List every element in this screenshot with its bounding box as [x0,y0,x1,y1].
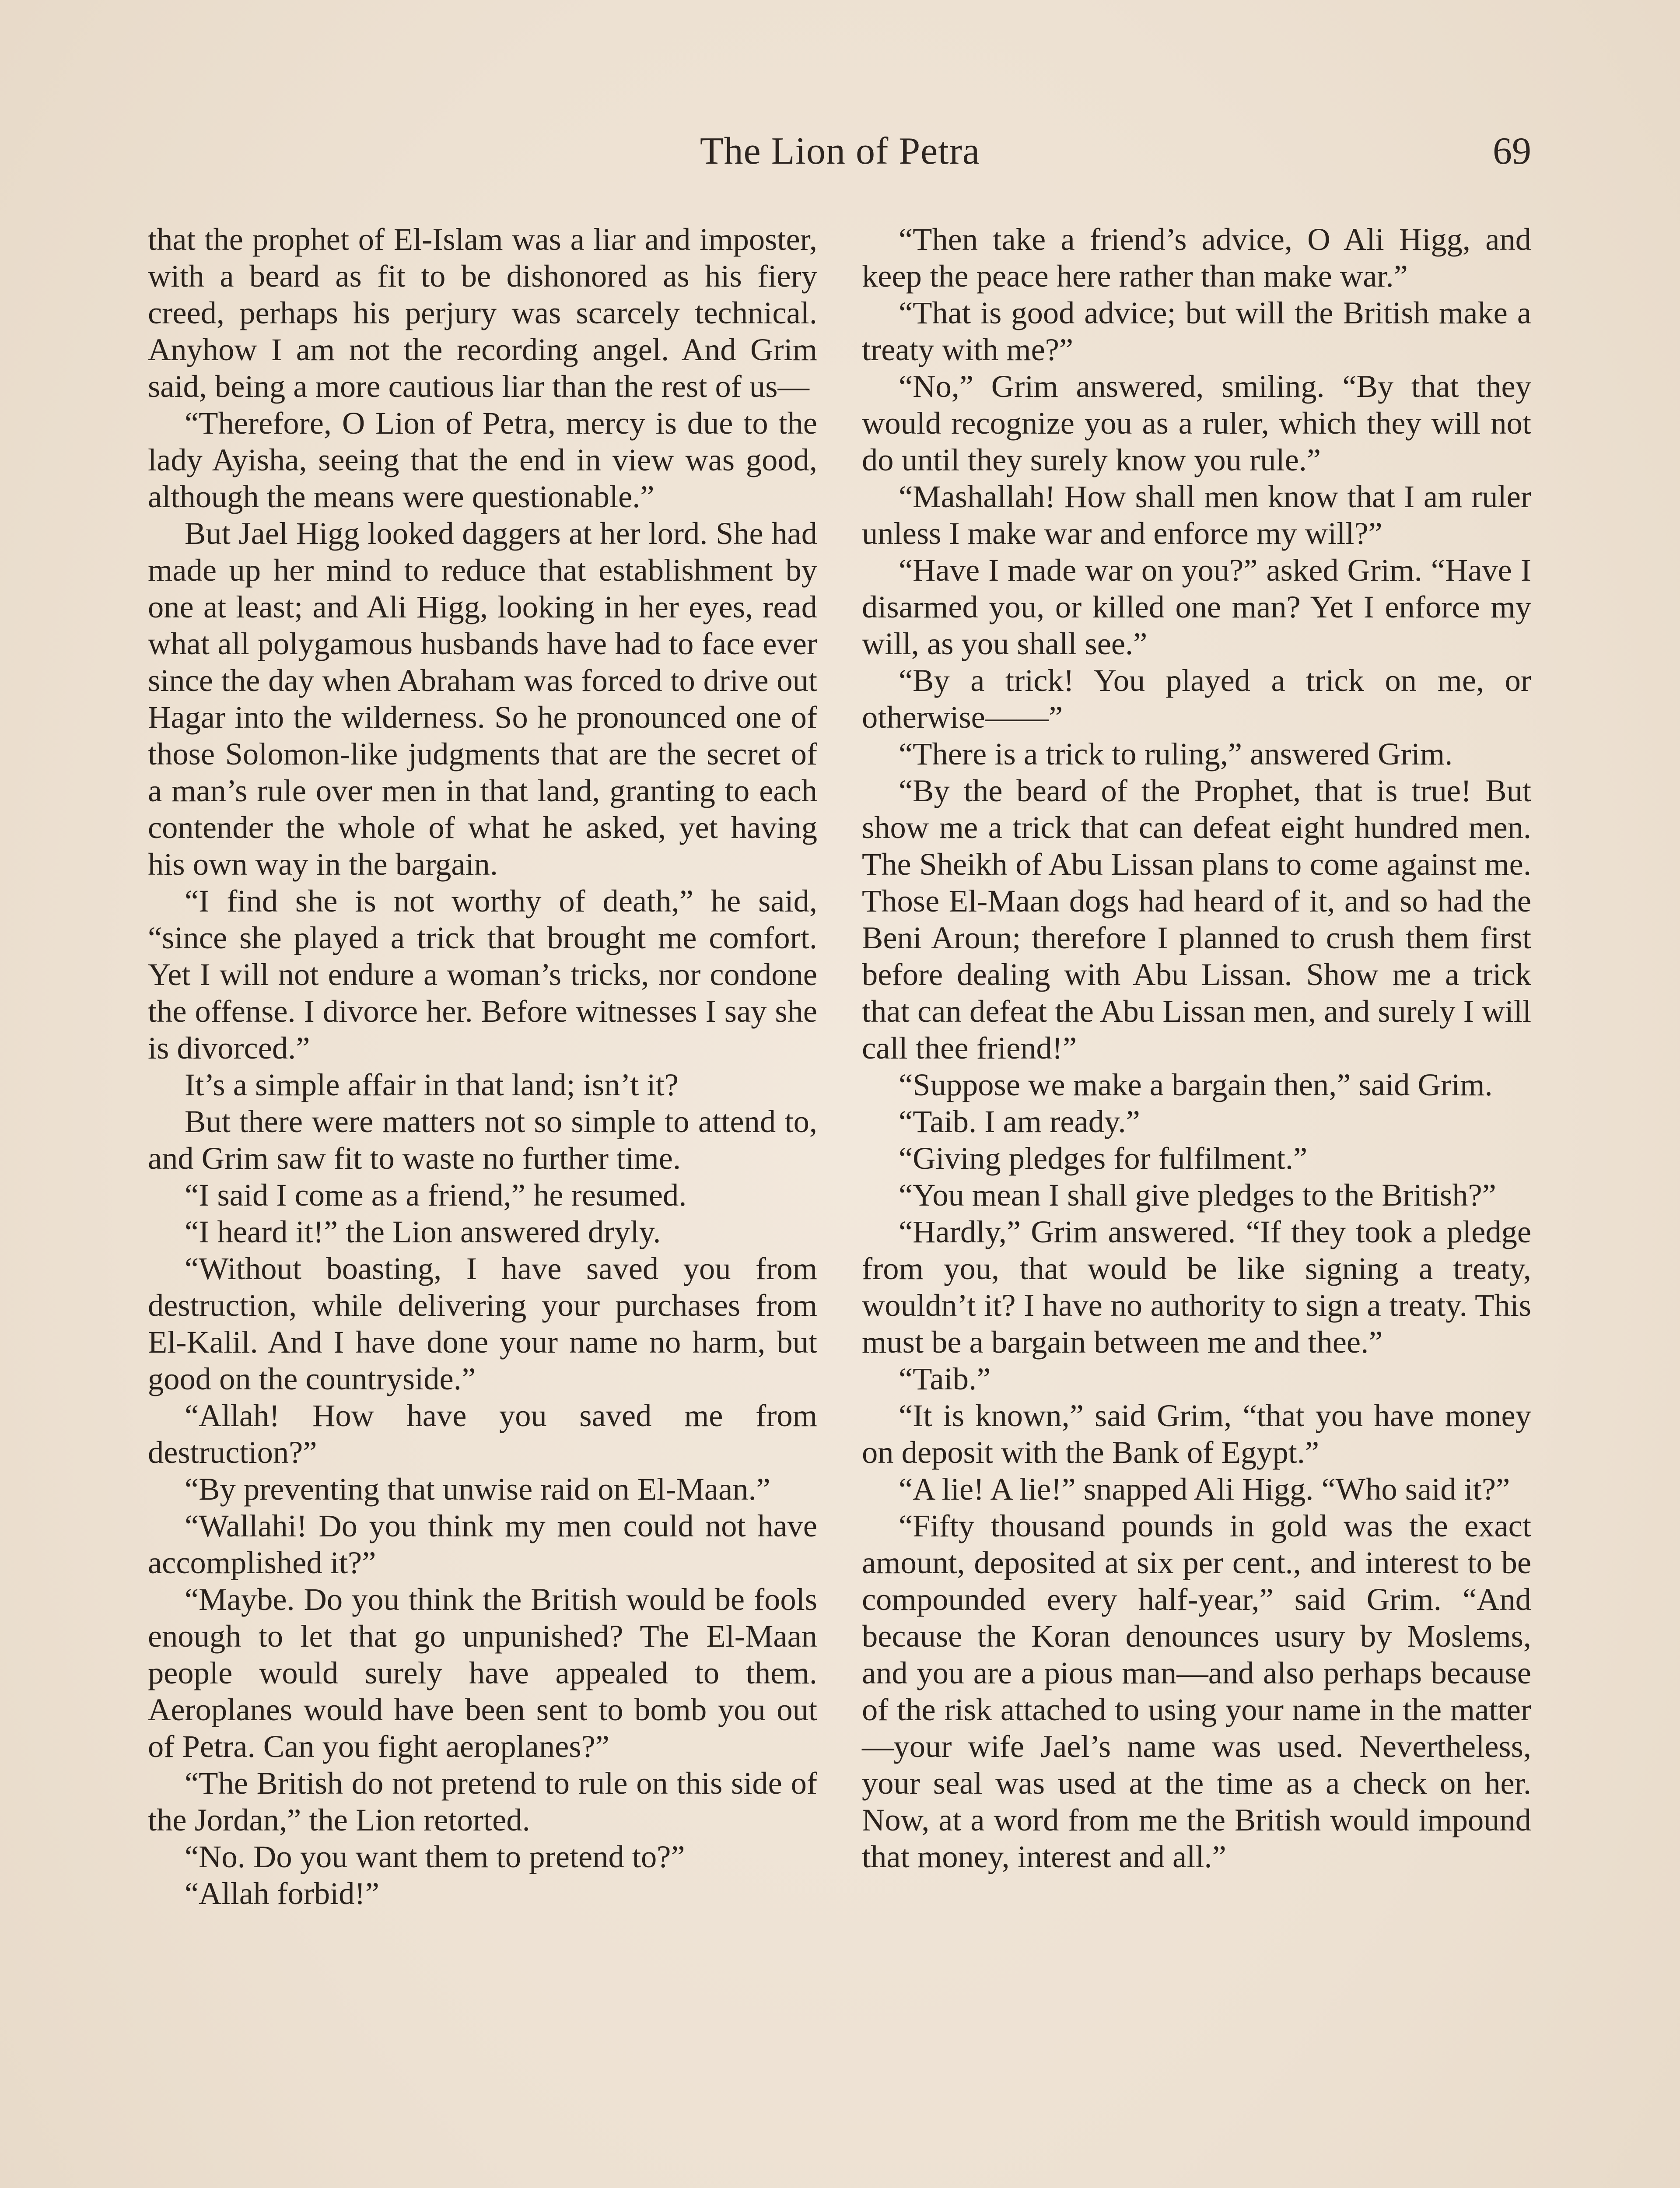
paragraph: that the prophet of El-Islam was a liar and imposter, with a beard as fit to be dishonored as his fiery creed, perhaps his perjury was scarcely technical. Anyhow I am not the recording angel. And Grim said, being a more cautious liar than the rest of us— [148,221,817,404]
paragraph: “Hardly,” Grim answered. “If they took a pledge from you, that would be like signing a treaty, wouldn’t it? I have no authority to sign a treaty. This must be a bargain between me and thee.” [862,1214,1531,1360]
paragraph: “No,” Grim answered, smiling. “By that they would recognize you as a ruler, which they will not do until they surely know you rule.” [862,368,1531,477]
paragraph: “Taib.” [899,1361,991,1396]
paragraph: “A lie! A lie!” snapped Ali Higg. “Who said it?” [899,1471,1510,1507]
paragraph: “I find she is not worthy of death,” he said, “since she played a trick that brought me comfort. Yet I will not endure a woman’s tricks, nor condone the offense. I divorce her. Before witnesses I say she is divorced.” [148,883,817,1066]
paragraph: “By preventing that unwise raid on El-Maan.” [185,1471,770,1507]
running-head-title: The Lion of Petra [700,130,980,172]
paragraph: “There is a trick to ruling,” answered Grim. [899,736,1453,771]
paragraph: “Giving pledges for fulfilment.” [899,1140,1308,1176]
left-text-column [148,221,817,1912]
right-text-column [862,221,1531,1875]
paragraph: It’s a simple affair in that land; isn’t it? [185,1067,679,1102]
paragraph: “Then take a friend’s advice, O Ali Higg, and keep the peace here rather than make war.” [862,221,1531,294]
paragraph: “Suppose we make a bargain then,” said Grim. [899,1067,1493,1102]
paragraph: “Allah! How have you saved me from destruction?” [148,1398,817,1470]
paragraph: “You mean I shall give pledges to the British?” [899,1177,1496,1213]
paragraph: “It is known,” said Grim, “that you have money on deposit with the Bank of Egypt.” [862,1398,1531,1470]
paragraph: “I heard it!” the Lion answered dryly. [185,1214,661,1249]
paragraph: “No. Do you want them to pretend to?” [185,1839,685,1874]
paragraph: “Taib. I am ready.” [899,1104,1140,1139]
paragraph: “Have I made war on you?” asked Grim. “Have I disarmed you, or killed one man? Yet I enforce my will, as you shall see.” [862,552,1531,661]
paragraph: “Maybe. Do you think the British would be fools enough to let that go unpunished? The El-Maan people would surely have appealed to them. Aeroplanes would have been sent to bomb you out of Petra. Can you fight aeroplanes?” [148,1581,817,1764]
paragraph: “That is good advice; but will the British make a treaty with me?” [862,295,1531,367]
paragraph: “Wallahi! Do you think my men could not have accomplished it?” [148,1508,817,1580]
paragraph: “Therefore, O Lion of Petra, mercy is due to the lady Ayisha, seeing that the end in view was good, although the means were questionable.” [148,405,817,514]
paragraph: “Allah forbid!” [185,1876,379,1911]
paragraph: “Mashallah! How shall men know that I am ruler unless I make war and enforce my will?” [862,479,1531,551]
paragraph: “Without boasting, I have saved you from destruction, while delivering your purchases from El-Kalil. And I have done your name no harm, but good on the countryside.” [148,1251,817,1396]
paragraph: “By a trick! You played a trick on me, or otherwise——” [862,663,1531,735]
paragraph: But Jael Higg looked daggers at her lord. She had made up her mind to reduce that establishment by one at least; and Ali Higg, looking in her eyes, read what all polygamous husbands have had to face ever since the day when Abraham was forced to drive out Hagar into the wilderness. So he pronounced one of those Solomon-like judgments that are the secret of a man’s rule over men in that land, granting to each contender the whole of what he asked, yet having his own way in the bargain. [148,515,817,882]
paragraph: “The British do not pretend to rule on this side of the Jordan,” the Lion retorted. [148,1765,817,1837]
paragraph: “Fifty thousand pounds in gold was the exact amount, deposited at six per cent., and interest to be compounded every half-year,” said Grim. “And because the Koran denounces usury by Moslems, and you are a pious man—and also perhaps because of the risk attached to using your name in the matter—your wife Jael’s name was used. Nevertheless, your seal was used at the time as a check on her. Now, at a word from me the British would impound that money, interest and all.” [862,1508,1531,1874]
page-number: 69 [1493,130,1531,172]
paragraph: But there were matters not so simple to attend to, and Grim saw fit to waste no further time. [148,1104,817,1176]
paragraph: “By the beard of the Prophet, that is true! But show me a trick that can defeat eight hundred men. The Sheikh of Abu Lissan plans to come against me. Those El-Maan dogs had heard of it, and so had the Beni Aroun; therefore I planned to crush them first before dealing with Abu Lissan. Show me a trick that can defeat the Abu Lissan men, and surely I will call thee friend!” [862,773,1531,1066]
paragraph: “I said I come as a friend,” he resumed. [185,1177,687,1213]
